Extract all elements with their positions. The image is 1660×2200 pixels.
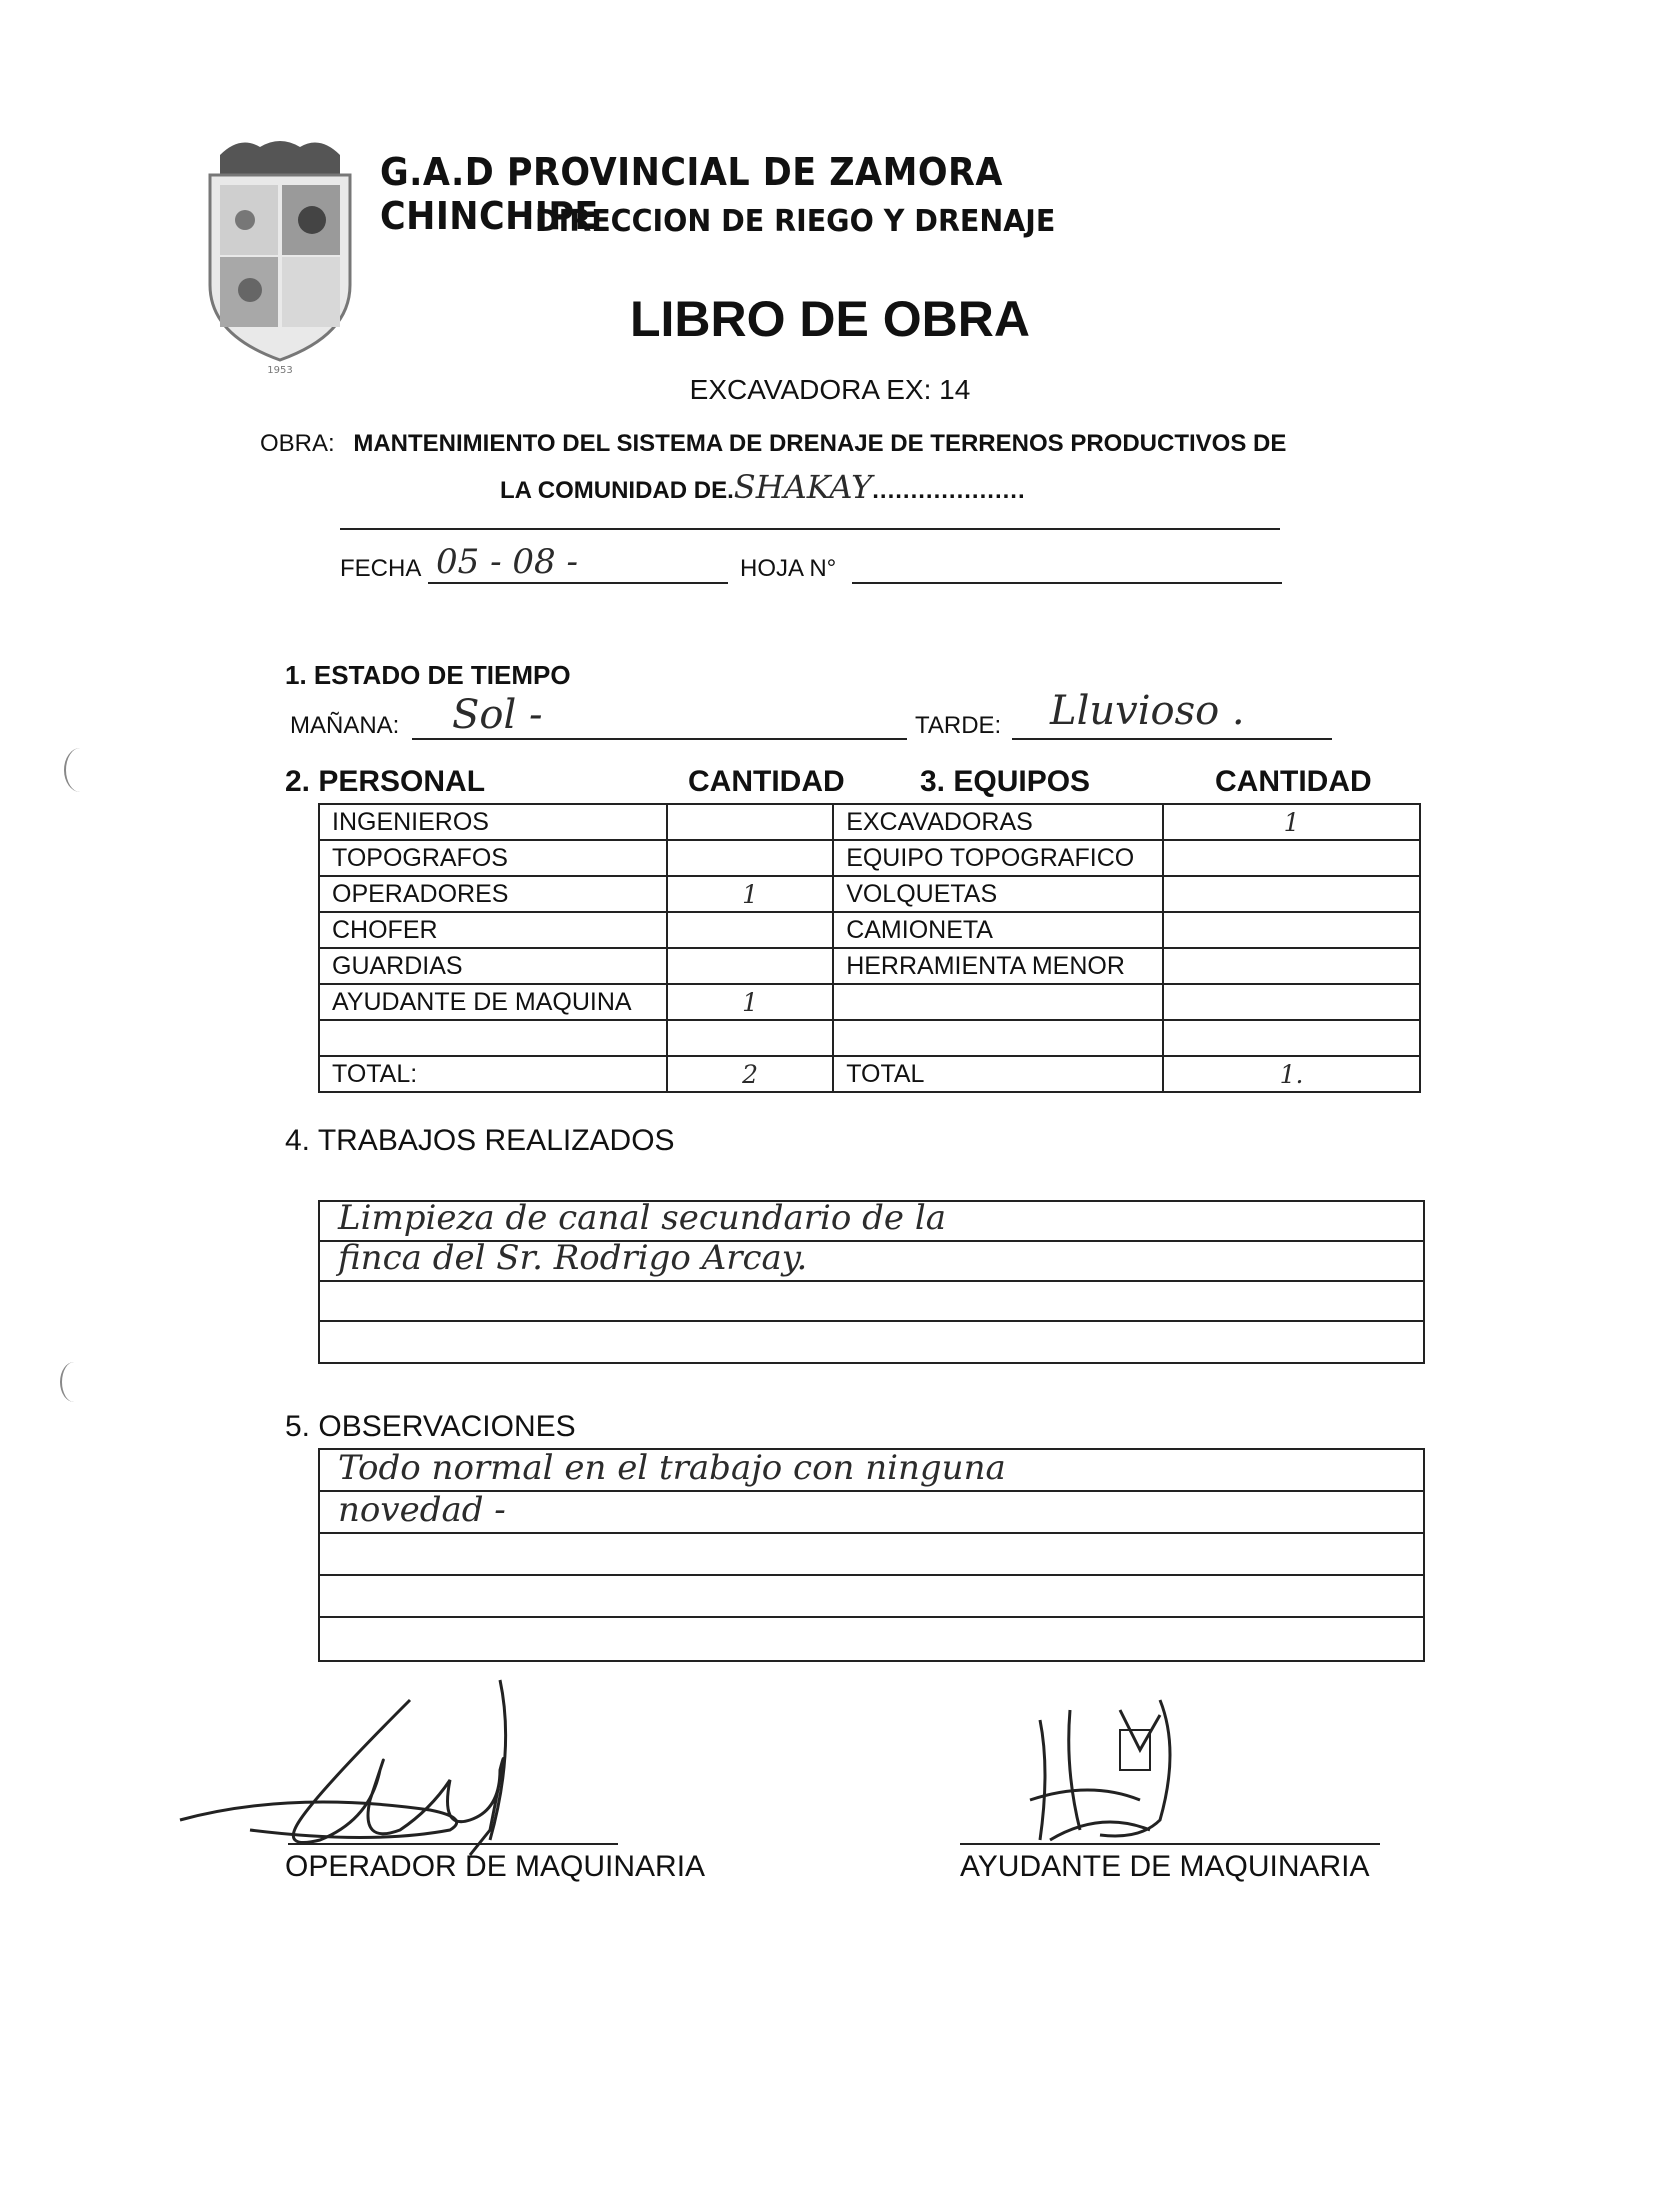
comunidad-label: LA COMUNIDAD DE. bbox=[500, 477, 734, 504]
operator-signature bbox=[170, 1670, 650, 1860]
svg-text:1953: 1953 bbox=[267, 365, 293, 375]
trabajos-line[interactable] bbox=[320, 1282, 1423, 1322]
personal-qty[interactable] bbox=[667, 912, 833, 948]
trabajos-box bbox=[318, 1200, 1425, 1364]
trabajos-line[interactable] bbox=[320, 1238, 1423, 1282]
comunidad-value[interactable]: SHAKAY bbox=[733, 468, 873, 506]
manana-value[interactable]: Sol - bbox=[452, 692, 543, 738]
personal-qty[interactable]: 1 bbox=[667, 984, 833, 1020]
subtitle: EXCAVADORA EX: 14 bbox=[689, 374, 971, 405]
personal-label: GUARDIAS bbox=[319, 948, 667, 984]
table-row bbox=[319, 804, 1420, 840]
obra-line bbox=[260, 430, 1286, 458]
equipos-qty[interactable] bbox=[1163, 1020, 1420, 1056]
punch-hole-mark bbox=[64, 748, 96, 792]
equipos-label bbox=[833, 1020, 1163, 1056]
observaciones-text: Todo normal en el trabajo con ninguna bbox=[338, 1448, 1006, 1488]
personal-qty[interactable] bbox=[667, 948, 833, 984]
table-row bbox=[319, 840, 1420, 876]
equipos-qty[interactable]: 1 bbox=[1163, 804, 1420, 840]
page-title: LIBRO DE OBRA bbox=[630, 291, 1030, 347]
table-row bbox=[319, 948, 1420, 984]
tarde-value[interactable]: Lluvioso . bbox=[1050, 688, 1245, 734]
equipos-label: EXCAVADORAS bbox=[833, 804, 1163, 840]
assistant-signature-line bbox=[960, 1843, 1380, 1845]
section-equipos: 3. EQUIPOS bbox=[920, 765, 1091, 798]
fecha-label: FECHA bbox=[340, 555, 422, 582]
table-row bbox=[319, 912, 1420, 948]
trabajos-text: Limpieza de canal secundario de la bbox=[338, 1198, 946, 1238]
observaciones-line[interactable] bbox=[320, 1492, 1423, 1534]
personal-cantidad-heading: CANTIDAD bbox=[688, 765, 845, 798]
operator-signature-line bbox=[288, 1843, 618, 1845]
fecha-line bbox=[428, 582, 728, 584]
section-trabajos: 4. TRABAJOS REALIZADOS bbox=[285, 1124, 675, 1157]
section-personal: 2. PERSONAL bbox=[285, 765, 486, 798]
personal-label: TOPOGRAFOS bbox=[319, 840, 667, 876]
comunidad-dots: .................... bbox=[872, 477, 1026, 504]
section-estado-tiempo: 1. ESTADO DE TIEMPO bbox=[285, 660, 571, 690]
observaciones-line[interactable] bbox=[320, 1450, 1423, 1492]
punch-hole-mark bbox=[60, 1362, 88, 1402]
observaciones-box bbox=[318, 1448, 1425, 1662]
observaciones-line[interactable] bbox=[320, 1618, 1423, 1660]
observaciones-line[interactable] bbox=[320, 1576, 1423, 1618]
tarde-label: TARDE: bbox=[915, 712, 1002, 739]
hoja-line[interactable] bbox=[852, 582, 1282, 584]
observaciones-text: novedad - bbox=[338, 1490, 506, 1530]
equipos-label: HERRAMIENTA MENOR bbox=[833, 948, 1163, 984]
equipos-total-label: TOTAL bbox=[833, 1056, 1163, 1092]
equipos-label: VOLQUETAS bbox=[833, 876, 1163, 912]
trabajos-text: finca del Sr. Rodrigo Arcay. bbox=[338, 1238, 808, 1278]
personal-label bbox=[319, 1020, 667, 1056]
trabajos-line[interactable] bbox=[320, 1322, 1423, 1362]
equipos-label bbox=[833, 984, 1163, 1020]
personal-label: INGENIEROS bbox=[319, 804, 667, 840]
hoja-label: HOJA N° bbox=[740, 555, 837, 582]
table-row-total bbox=[319, 1056, 1420, 1092]
obra-text: MANTENIMIENTO DEL SISTEMA DE DRENAJE DE TERRENOS PRODUCTIVOS DE bbox=[353, 430, 1287, 457]
equipos-label: EQUIPO TOPOGRAFICO bbox=[833, 840, 1163, 876]
equipos-qty[interactable] bbox=[1163, 984, 1420, 1020]
section-observaciones: 5. OBSERVACIONES bbox=[285, 1410, 576, 1443]
manana-line bbox=[412, 738, 907, 740]
table-row bbox=[319, 984, 1420, 1020]
personal-equipos-table bbox=[318, 803, 1421, 1093]
personal-label: OPERADORES bbox=[319, 876, 667, 912]
equipos-qty[interactable] bbox=[1163, 840, 1420, 876]
table-row bbox=[319, 876, 1420, 912]
obra-label: OBRA: bbox=[260, 430, 335, 457]
operator-signature-label: OPERADOR DE MAQUINARIA bbox=[285, 1850, 706, 1883]
equipos-qty[interactable] bbox=[1163, 912, 1420, 948]
equipos-cantidad-heading: CANTIDAD bbox=[1215, 765, 1372, 798]
personal-qty[interactable] bbox=[667, 804, 833, 840]
observaciones-line[interactable] bbox=[320, 1534, 1423, 1576]
personal-qty[interactable] bbox=[667, 1020, 833, 1056]
equipos-qty[interactable] bbox=[1163, 948, 1420, 984]
personal-total-label: TOTAL: bbox=[319, 1056, 667, 1092]
tarde-line bbox=[1012, 738, 1332, 740]
personal-label: CHOFER bbox=[319, 912, 667, 948]
header-divider bbox=[340, 528, 1280, 530]
manana-label: MAÑANA: bbox=[290, 712, 400, 739]
equipos-label: CAMIONETA bbox=[833, 912, 1163, 948]
equipos-qty[interactable] bbox=[1163, 876, 1420, 912]
assistant-signature bbox=[1010, 1690, 1210, 1850]
trabajos-line[interactable] bbox=[320, 1198, 1423, 1242]
personal-total-value[interactable]: 2 bbox=[667, 1056, 833, 1092]
fecha-value[interactable]: 05 - 08 - bbox=[436, 542, 578, 582]
table-row bbox=[319, 1020, 1420, 1056]
personal-qty[interactable] bbox=[667, 840, 833, 876]
assistant-signature-label: AYUDANTE DE MAQUINARIA bbox=[960, 1850, 1370, 1883]
comunidad-line bbox=[500, 468, 1026, 506]
org-name: G.A.D PROVINCIAL DE ZAMORA CHINCHIPE bbox=[380, 150, 1003, 238]
personal-qty[interactable]: 1 bbox=[667, 876, 833, 912]
personal-label: AYUDANTE DE MAQUINA bbox=[319, 984, 667, 1020]
department-name: DIRECCION DE RIEGO Y DRENAJE bbox=[535, 204, 1056, 239]
equipos-total-value[interactable]: 1. bbox=[1163, 1056, 1420, 1092]
